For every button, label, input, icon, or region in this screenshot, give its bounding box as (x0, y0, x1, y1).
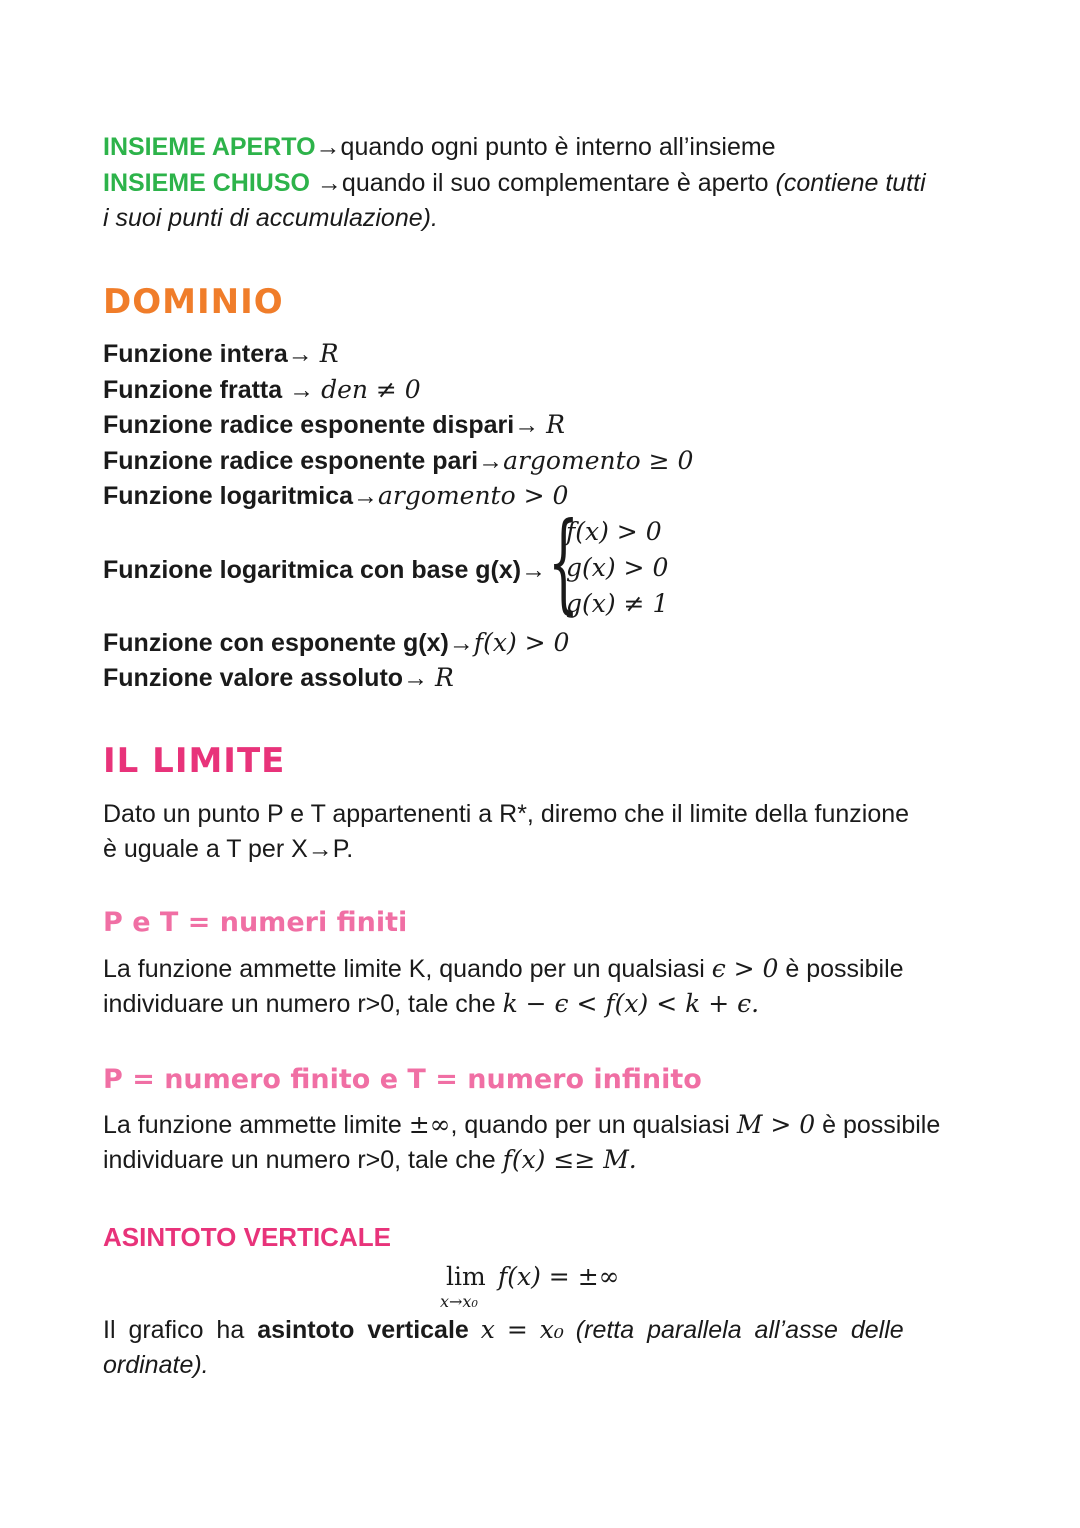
infinito-line-2 (103, 1143, 978, 1177)
infinito-heading: P = numero finito e T = numero infinito (103, 1064, 702, 1095)
dominio-row-label: Funzione intera (103, 340, 288, 368)
arrow-icon: → (448, 629, 474, 657)
brace-icon: { (548, 500, 579, 625)
dominio-row-label: Funzione valore assoluto (103, 664, 404, 692)
dominio-row-math: R (546, 410, 565, 439)
dominio-row-label: Funzione logaritmica con base g(x) (103, 556, 522, 584)
insieme-aperto-line (103, 130, 978, 164)
lim-expression: f(x) = ±∞ (498, 1262, 620, 1291)
dominio-row (103, 661, 978, 695)
dominio-row-label: Funzione radice esponente pari (103, 447, 479, 475)
arrow-icon: → (287, 340, 320, 368)
finiti-line-1 (103, 952, 978, 986)
math-span: f(x) ≤≥ M. (502, 1145, 637, 1174)
dominio-log-base-row (103, 553, 978, 587)
dominio-row-math: argomento > 0 (378, 481, 569, 510)
math-span: ϵ > 0 (711, 954, 779, 983)
math-span: ±∞ (408, 1110, 451, 1139)
math-span: x = x₀ (468, 1315, 576, 1344)
finiti-line-2 (103, 987, 978, 1021)
text-span: (retta parallela all’asse delle (575, 1316, 904, 1344)
arrow-icon: → (403, 664, 436, 692)
asintoto-line-2: ordinate). (103, 1351, 209, 1379)
dominio-row-math: f(x) > 0 (473, 628, 570, 657)
system-condition: f(x) > 0 (566, 517, 662, 546)
dominio-row-label: Funzione fratta (103, 376, 290, 404)
log-base-system (548, 500, 748, 625)
dominio-row (103, 626, 978, 660)
limite-intro-line-1: Dato un punto P e T appartenenti a R*, diremo che il limite della funzione (103, 800, 910, 828)
math-span: k − ϵ < f(x) < k + ϵ. (502, 989, 760, 1018)
arrow-icon: → (315, 133, 341, 161)
dominio-row-math: argomento ≥ 0 (503, 446, 694, 475)
text-span: individuare un numero r>0, tale che (103, 990, 503, 1018)
dominio-row-label: Funzione logaritmica (103, 482, 354, 510)
lim-subscript: x→x₀ (440, 1292, 478, 1311)
dominio-row-math: R (435, 663, 454, 692)
asintoto-heading: ASINTOTO VERTICALE (103, 1222, 391, 1252)
arrow-icon: → (289, 376, 322, 404)
arrow-icon: → (353, 482, 379, 510)
arrow-icon: → (478, 447, 504, 475)
dominio-row (103, 479, 978, 513)
arrow-icon: → (521, 556, 547, 584)
insieme-chiuso-def: quando il suo complementare è aperto (341, 169, 776, 197)
insieme-aperto-def: quando ogni punto è interno all’insieme (340, 133, 776, 161)
insieme-chiuso-note-line-2: i suoi punti di accumulazione). (103, 204, 438, 232)
dominio-row-math: den ≠ 0 (321, 375, 421, 404)
dominio-row (103, 373, 978, 407)
text-span: La funzione ammette limite K, quando per un qualsiasi (103, 955, 712, 983)
arrow-icon: → (316, 169, 342, 197)
dominio-heading: DOMINIO (103, 282, 284, 322)
arrow-icon: → (514, 411, 547, 439)
limite-heading: IL LIMITE (103, 741, 286, 781)
text-span: Il grafico ha (103, 1316, 258, 1344)
text-span: La funzione ammette limite (103, 1111, 409, 1139)
limite-intro-line-2: è uguale a T per X→P. (103, 835, 354, 863)
system-condition: g(x) ≠ 1 (566, 589, 669, 618)
asintoto-line-1 (103, 1313, 978, 1347)
text-span: individuare un numero r>0, tale che (103, 1146, 503, 1174)
lim-word: lim (446, 1262, 486, 1291)
insieme-chiuso-term: INSIEME CHIUSO (103, 169, 317, 197)
text-span: è possibile (815, 1111, 941, 1139)
text-span: asintoto verticale (257, 1316, 469, 1344)
insieme-chiuso-note: (contiene tutti (775, 169, 926, 197)
finiti-heading: P e T = numeri finiti (103, 907, 408, 938)
system-condition: g(x) > 0 (566, 553, 669, 582)
infinito-line-1 (103, 1108, 978, 1142)
text-span: è possibile (778, 955, 904, 983)
insieme-chiuso-line (103, 166, 978, 200)
insieme-aperto-term: INSIEME APERTO (103, 133, 316, 161)
dominio-row (103, 444, 978, 478)
dominio-row-label: Funzione con esponente g(x) (103, 629, 449, 657)
dominio-row-math: R (319, 339, 339, 368)
math-span: M > 0 (736, 1110, 816, 1139)
dominio-row (103, 337, 978, 371)
dominio-row-label: Funzione radice esponente dispari (103, 411, 515, 439)
dominio-row (103, 408, 978, 442)
text-span: , quando per un qualsiasi (450, 1111, 737, 1139)
